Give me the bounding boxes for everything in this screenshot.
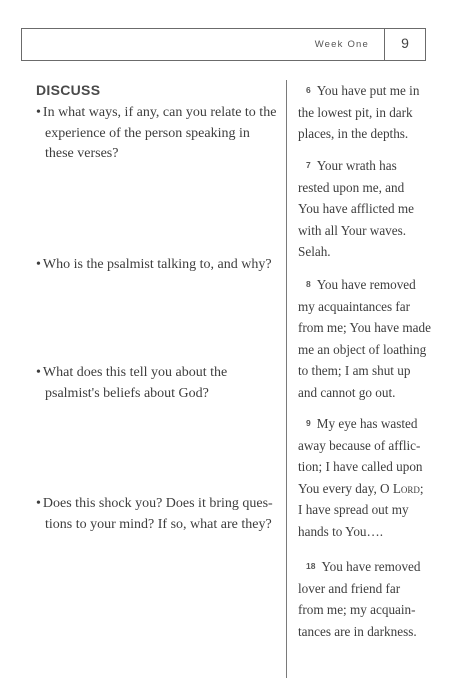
verse-number: 7 xyxy=(306,160,311,170)
bullet: • xyxy=(36,365,41,380)
verse-line: My eye has wasted xyxy=(316,416,418,431)
verse-line: lover and friend far xyxy=(298,580,401,596)
verse-line: I have spread out my xyxy=(298,502,409,517)
verse-line: tion; I have called upon xyxy=(298,459,423,474)
verse-line: from me; my acquain- xyxy=(298,602,416,617)
page-number: 9 xyxy=(401,35,409,51)
bullet: • xyxy=(36,105,41,120)
verse-line: to them; I am shut up xyxy=(298,363,411,378)
verse-number: 9 xyxy=(306,418,311,428)
verse-line: the lowest pit, in dark xyxy=(298,104,413,120)
question-line: Who is the psalmist talking to, and why? xyxy=(42,257,272,272)
question-line: psalmist's beliefs about God? xyxy=(45,385,209,401)
verse-7 xyxy=(298,155,426,263)
verse-line: You have removed xyxy=(316,277,416,292)
verse-line: from me; You have made xyxy=(298,320,431,335)
page-header xyxy=(21,28,426,61)
question-line: In what ways, if any, can you relate to the xyxy=(42,105,277,120)
question-2 xyxy=(36,255,280,276)
verse-line: me an object of loathing xyxy=(298,341,427,357)
verse-6 xyxy=(298,80,426,145)
verse-18 xyxy=(298,556,426,642)
verse-line: rested upon me, and xyxy=(298,179,405,195)
verse-line: places, in the depths. xyxy=(298,126,409,141)
verse-8 xyxy=(298,274,431,403)
verse-line: You have removed xyxy=(321,559,421,574)
verse-line: Your wrath has xyxy=(316,158,397,173)
verse-number: 8 xyxy=(306,279,311,289)
verse-line: tances are in darkness. xyxy=(298,623,417,639)
question-line: experience of the person speaking in xyxy=(45,125,250,141)
verse-number: 18 xyxy=(306,561,316,571)
bullet: • xyxy=(36,496,41,511)
verse-number: 6 xyxy=(306,85,311,95)
question-line: What does this tell you about the xyxy=(42,365,228,380)
question-line: these verses? xyxy=(45,146,119,161)
question-line: tions to your mind? If so, what are they? xyxy=(45,516,272,532)
verse-line: Selah. xyxy=(298,244,331,259)
verse-9 xyxy=(298,413,426,542)
verse-line: and cannot go out. xyxy=(298,384,396,400)
verse-line: away because of afflic- xyxy=(298,437,421,453)
verse-line: my acquaintances far xyxy=(298,298,411,314)
verse-line: You have put me in xyxy=(316,83,420,98)
verse-line: with all Your waves. xyxy=(298,222,407,238)
question-3 xyxy=(36,363,280,404)
column-divider xyxy=(286,80,287,678)
lord-small-caps: Lord; xyxy=(392,480,424,496)
question-4 xyxy=(36,494,280,535)
verse-line: You every day, O xyxy=(298,480,393,496)
discuss-heading: DISCUSS xyxy=(36,82,101,98)
week-label: Week One xyxy=(314,39,369,50)
verse-line: hands to You…. xyxy=(298,523,384,539)
question-1 xyxy=(36,103,280,165)
question-line: Does this shock you? Does it bring ques- xyxy=(42,496,273,511)
verse-line: You have afflicted me xyxy=(298,201,414,216)
bullet: • xyxy=(36,257,41,272)
